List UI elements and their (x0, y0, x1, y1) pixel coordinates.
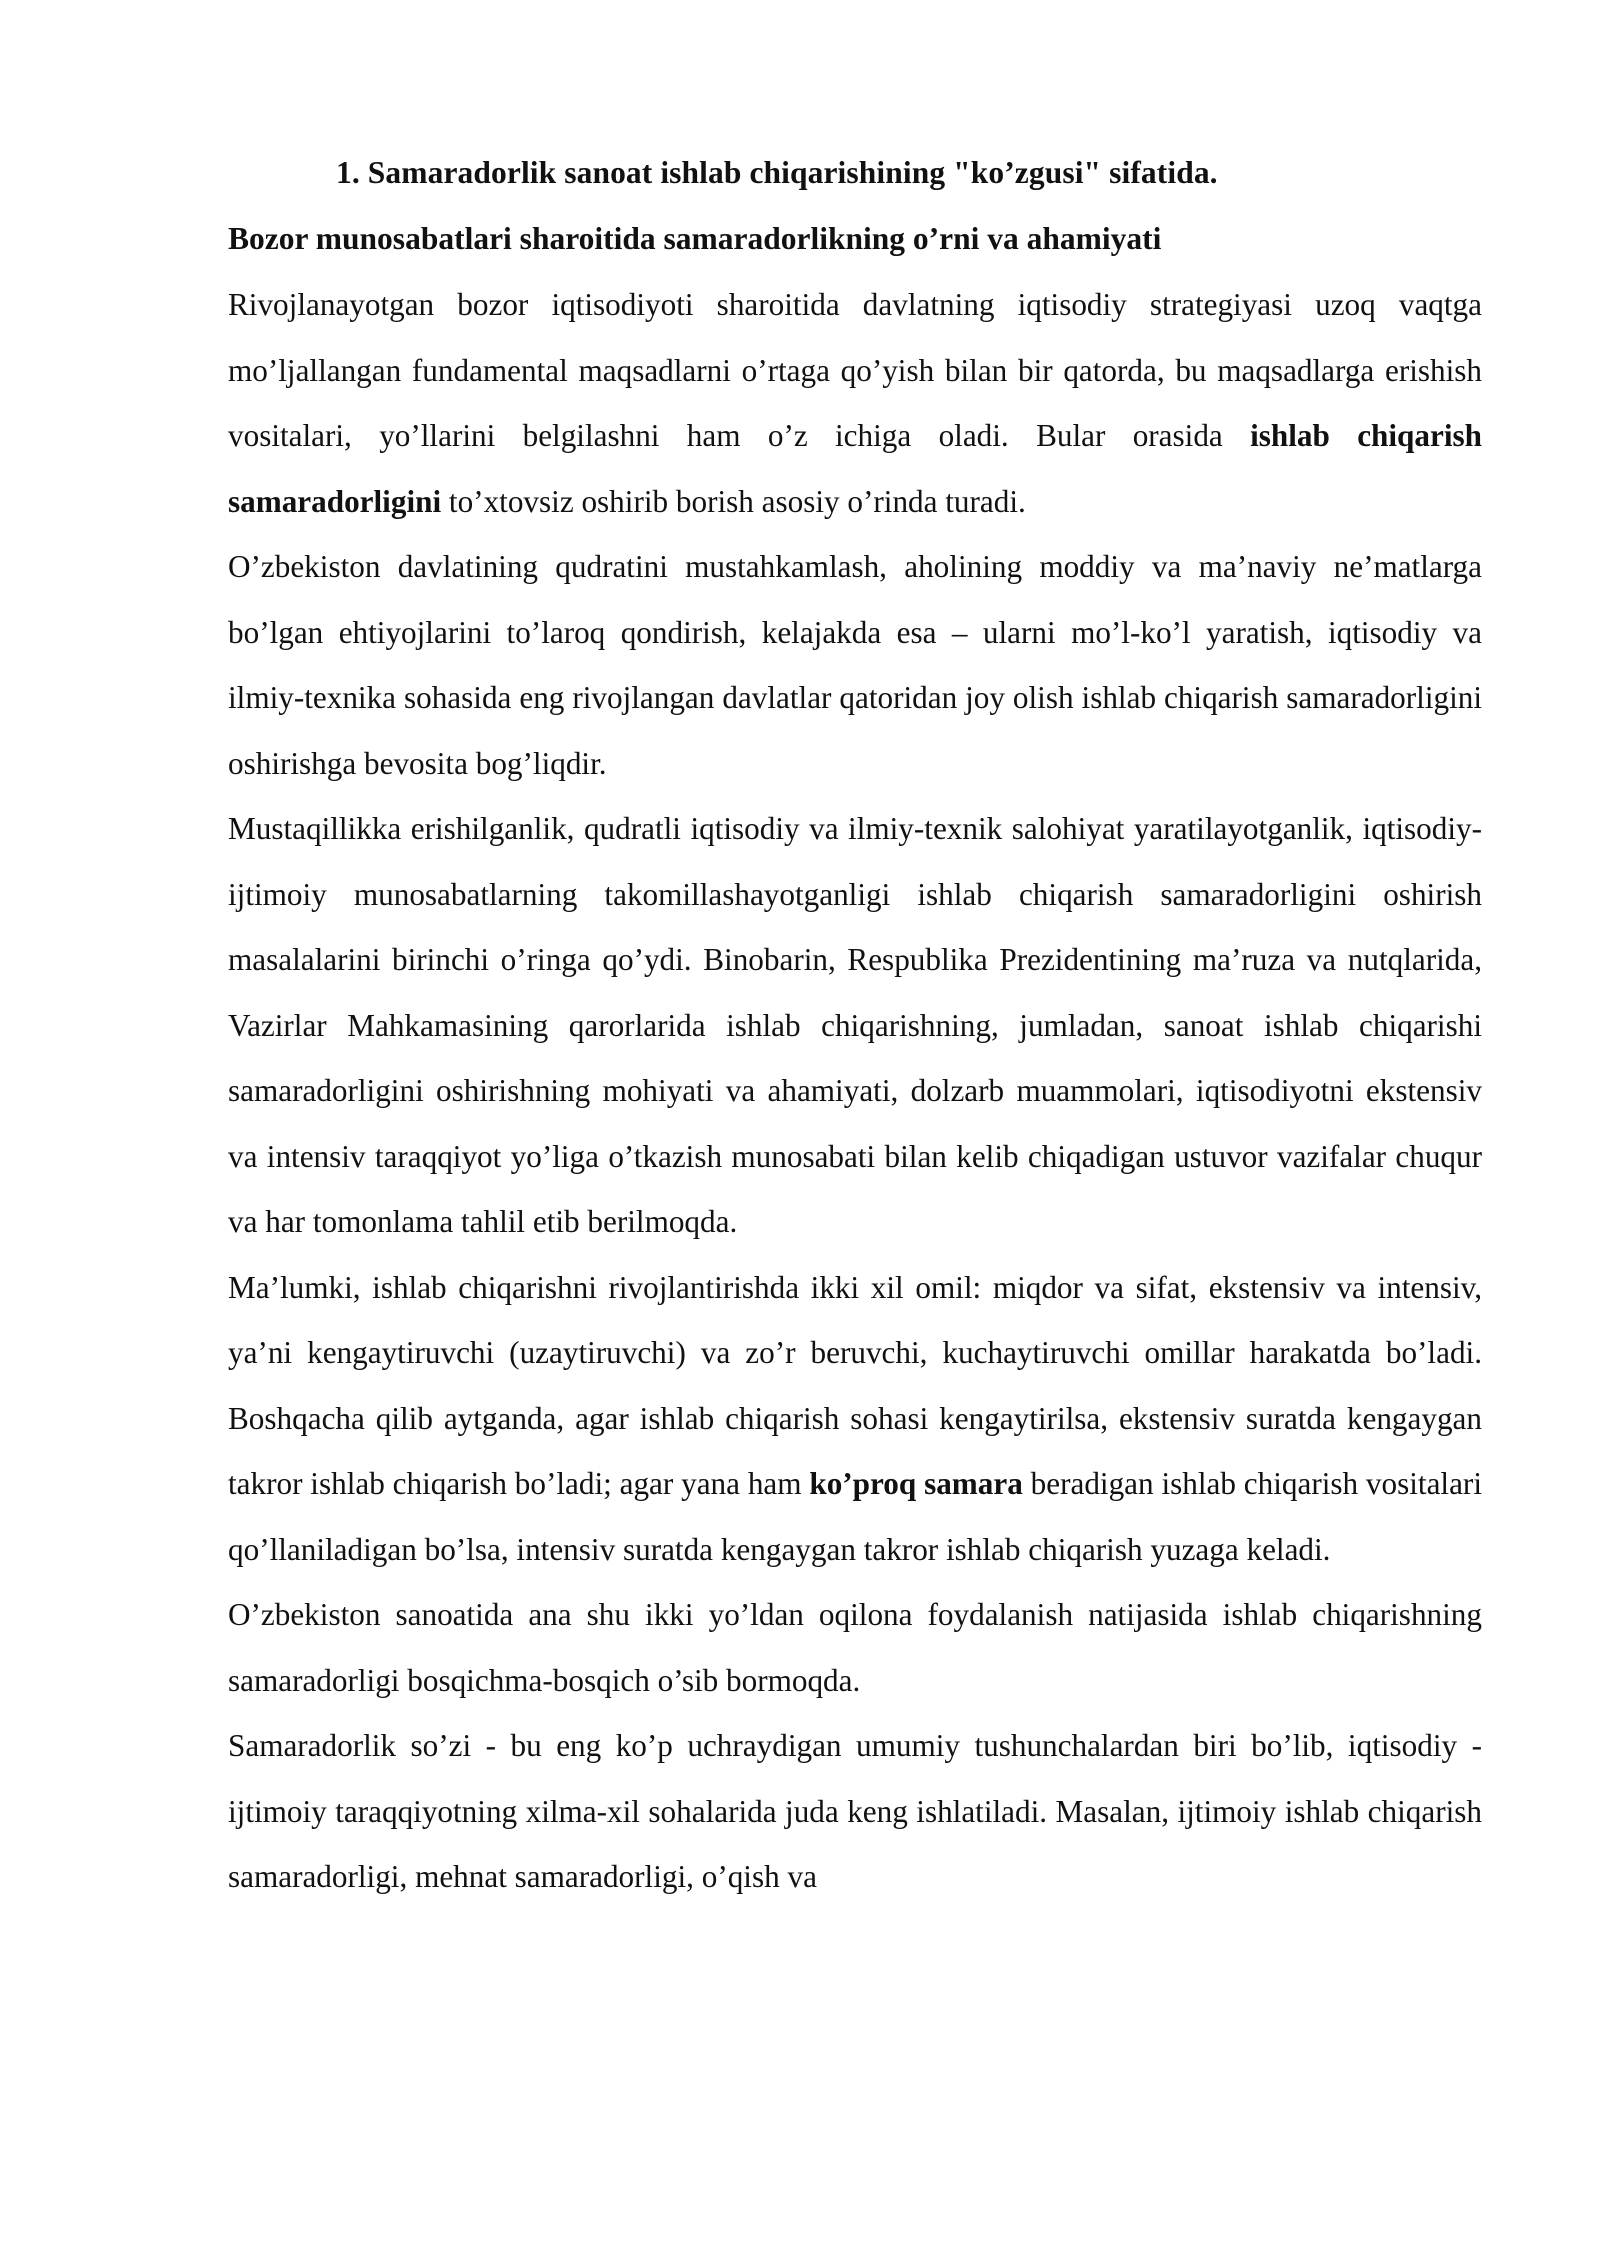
paragraph-3: Mustaqillikka erishilganlik, qudratli iqtisodiy va ilmiy-texnik salohiyat yaratilayotganlik, iqtisodiy-ijtimoiy munosabatlarning takomillashayotganligi ishlab chiqarish samaradorligini oshirish masalalarini birinchi o’ringa qo’ydi. Binobarin, Respublika Prezidentining ma’ruza va nutqlarida, Vazirlar Mahkamasining qarorlarida ishlab chiqarishning, jumladan, sanoat ishlab chiqarishi samaradorligini oshirishning mohiyati va ahamiyati, dolzarb muammolari, iqtisodiyotni ekstensiv va intensiv taraqqiyot yo’liga o’tkazish munosabati bilan kelib chiqadigan ustuvor vazifalar chuqur va har tomonlama tahlil etib berilmoqda. (228, 811, 1482, 1239)
paragraph-1-text-start: Rivojlanayotgan bozor iqtisodiyoti sharoitida davlatning iqtisodiy strategiyasi uzoq vaqtga mo’ljallangan fundamental maqsadlarni o’rtaga qo’yish bilan bir qatorda, bu maqsadlarga erishish vositalari, yo’llarini belgilashni ham o’z ichiga oladi. Bular orasida (228, 287, 1482, 453)
paragraph-6: Samaradorlik so’zi - bu eng ko’p uchraydigan umumiy tushunchalardan biri bo’lib, iqtisodiy - ijtimoiy taraqqiyotning xilma-xil sohalarida juda keng ishlatiladi. Masalan, ijtimoiy ishlab chiqarish samaradorligi, mehnat samaradorligi, o’qish va (228, 1728, 1482, 1894)
paragraph-4-bold-term: ko’proq samara (809, 1466, 1023, 1501)
paragraph-5: O’zbekiston sanoatida ana shu ikki yo’ldan oqilona foydalanish natijasida ishlab chiqarishning samaradorligi bosqichma-bosqich o’sib bormoqda. (228, 1597, 1482, 1698)
paragraph-1-text-end: to’xtovsiz oshirib borish asosiy o’rinda turadi. (441, 483, 1026, 519)
document-page (228, 140, 1482, 1910)
section-subtitle: Bozor munosabatlari sharoitida samaradorlikning o’rni va ahamiyati (228, 221, 1162, 256)
paragraph-4-text-end: beradigan ishlab chiqarish vositalari qo’llaniladigan bo’lsa, intensiv suratda kengaygan takror ishlab chiqarish yuzaga keladi. (228, 1466, 1482, 1567)
paragraph-2: O’zbekiston davlatining qudratini mustahkamlash, aholining moddiy va ma’naviy ne’matlarga bo’lgan ehtiyojlarini to’laroq qondirish, kelajakda esa – ularni mo’l-ko’l yaratish, iqtisodiy va ilmiy-texnika sohasida eng rivojlangan davlatlar qatoridan joy olish ishlab chiqarish samaradorligini oshirishga bevosita bog’liqdir. (228, 549, 1482, 781)
paragraph-1 (228, 272, 1482, 534)
section-title: 1. Samaradorlik sanoat ishlab chiqarishining "ko’zgusi" sifatida. (336, 155, 1218, 190)
paragraph-1-bold-term: ishlab chiqarish samaradorligini (228, 418, 1482, 519)
paragraph-4-text-start: Ma’lumki, ishlab chiqarishni rivojlantirishda ikki xil omil: miqdor va sifat, ekstensiv va intensiv, ya’ni kengaytiruvchi (uzaytiruvchi) va zo’r beruvchi, kuchaytiruvchi omillar harakatda bo’ladi. Boshqacha qilib aytganda, agar ishlab chiqarish sohasi kengaytirilsa, ekstensiv suratda kengaygan takror ishlab chiqarish bo’ladi; agar yana ham (228, 1269, 1482, 1501)
paragraph-4 (228, 1255, 1482, 1583)
